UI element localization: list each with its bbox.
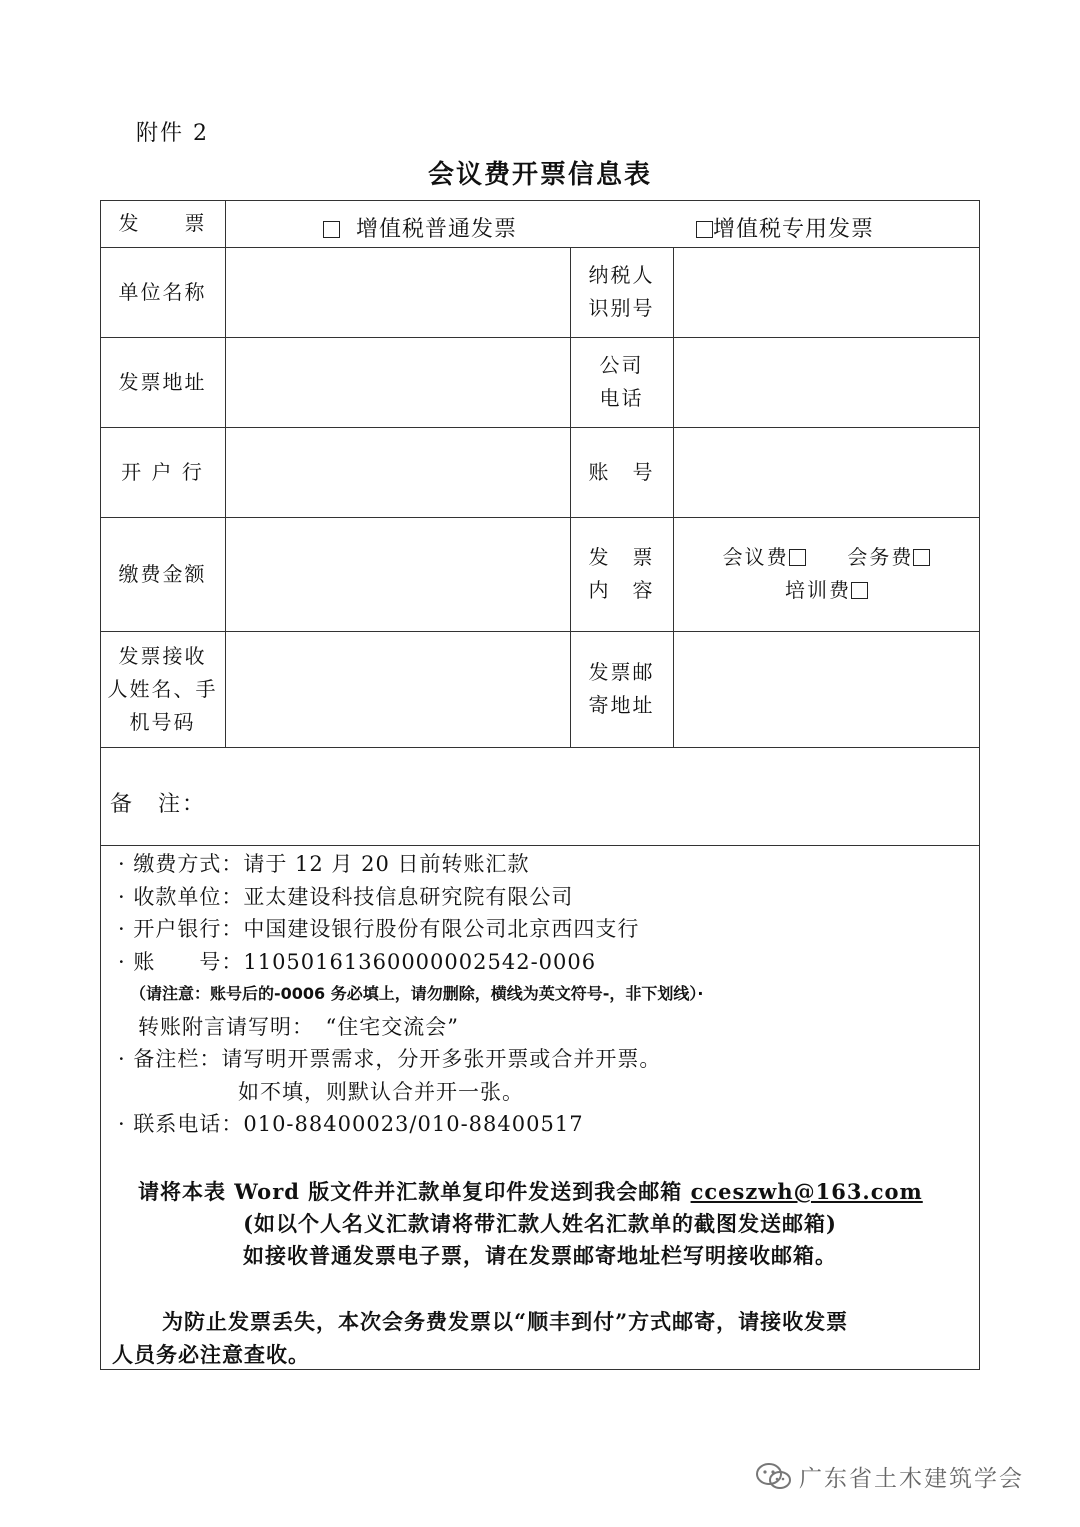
page-title: 会议费开票信息表	[427, 160, 652, 190]
checkbox-icon[interactable]	[851, 582, 868, 599]
invoice-content-options	[673, 517, 980, 631]
bank-label: 开 户 行	[121, 459, 204, 484]
invoice-option-special[interactable]	[696, 212, 874, 243]
invoice-option-normal[interactable]	[323, 212, 517, 243]
checkbox-icon[interactable]	[696, 221, 713, 238]
invoice-option-normal-label: 增值税普通发票	[356, 217, 518, 242]
content-option-conference[interactable]: 会务费	[847, 545, 930, 569]
account-warning: （请注意：账号后的-0006 务必填上，请勿删除，横线为英文符号-，非下划线）·	[130, 984, 704, 1003]
bank-name: · 开户银行：中国建设银行股份有限公司北京西四支行	[118, 917, 640, 941]
attachment-label: 附件 2	[136, 121, 209, 146]
checkbox-icon[interactable]	[913, 549, 930, 566]
payment-method: · 缴费方式：请于 12 月 20 日前转账汇款	[118, 852, 530, 876]
checkbox-icon[interactable]	[789, 549, 806, 566]
transfer-note: 转账附言请写明： “住宅交流会”	[138, 1014, 459, 1039]
account-number: · 账 号：11050161360000002542-0006	[118, 949, 597, 974]
table-rule	[100, 747, 980, 748]
company-name-field[interactable]	[225, 247, 570, 337]
personal-remittance-note: (如以个人名义汇款请将带汇款人姓名汇款单的截图发送邮箱)	[243, 1211, 837, 1236]
payment-amount-label: 缴费金额	[118, 561, 207, 586]
e-invoice-note: 如接收普通发票电子票，请在发票邮寄地址栏写明接收邮箱。	[243, 1243, 837, 1268]
mailing-address-field[interactable]	[673, 631, 980, 747]
remarks-note-2: 如不填，则默认合并开一张。	[238, 1079, 524, 1104]
checkbox-icon[interactable]	[323, 221, 340, 238]
invoice-content-label: 发 票 内 容	[588, 545, 655, 602]
table-rule	[100, 845, 980, 846]
account-number-field[interactable]	[673, 427, 980, 517]
recipient-info-field[interactable]	[225, 631, 570, 747]
payment-amount-field[interactable]	[225, 517, 570, 631]
invoice-address-label: 发票地址	[118, 369, 207, 394]
email-link[interactable]: cceszwh@163.com	[690, 1179, 923, 1204]
taxpayer-id-label: 纳税人 识别号	[588, 263, 655, 320]
remarks-note: · 备注栏：请写明开票需求，分开多张开票或合并开票。	[118, 1047, 662, 1071]
bank-field[interactable]	[225, 427, 570, 517]
invoice-address-field[interactable]	[225, 337, 570, 427]
recipient-info-label: 发票接收 人姓名、手 机号码	[107, 643, 218, 734]
invoice-option-special-label: 增值税专用发票	[713, 217, 875, 242]
invoice-type-label: 发 票	[118, 211, 207, 235]
shipping-note-2: 人员务必注意查收。	[112, 1342, 310, 1367]
company-phone-label: 公司 电话	[599, 353, 644, 410]
payee: · 收款单位：亚太建设科技信息研究院有限公司	[118, 884, 574, 909]
taxpayer-id-field[interactable]	[673, 247, 980, 337]
contact-phone: · 联系电话：010-88400023/010-88400517	[118, 1112, 584, 1136]
company-name-label: 单位名称	[118, 279, 207, 304]
mailing-address-label: 发票邮 寄地址	[588, 660, 655, 717]
remarks-field[interactable]	[220, 752, 975, 842]
email-instruction: 请将本表 Word 版文件并汇款单复印件发送到我会邮箱 cceszwh@163.com	[138, 1179, 923, 1204]
company-phone-field[interactable]	[673, 337, 980, 427]
payment-notes	[118, 848, 968, 1141]
remarks-label: 备 注：	[110, 792, 207, 817]
wechat-icon	[755, 1462, 793, 1492]
content-option-meeting[interactable]: 会议费	[723, 545, 806, 569]
shipping-note: 为防止发票丢失，本次会务费发票以“顺丰到付”方式邮寄，请接收发票	[162, 1309, 849, 1334]
watermark: 广东省土木建筑学会	[755, 1460, 1024, 1493]
account-number-label: 账 号	[588, 459, 655, 484]
content-option-training[interactable]: 培训费	[785, 578, 868, 602]
